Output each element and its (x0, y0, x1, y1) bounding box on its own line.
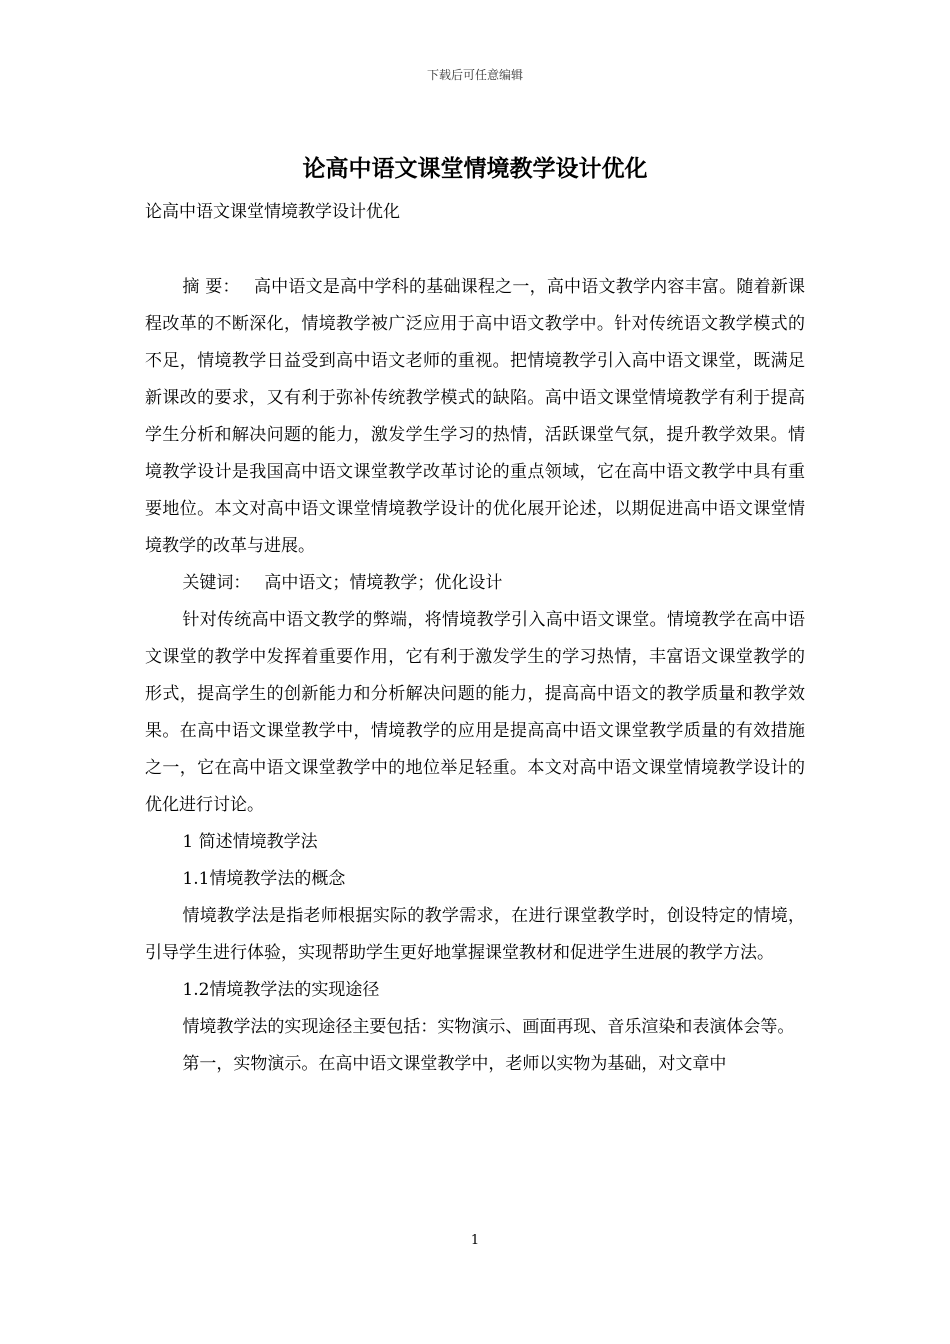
keywords-paragraph (145, 565, 805, 602)
document-title: 论高中语文课堂情境教学设计优化 (302, 155, 648, 182)
subsection-heading-1-1: 1.1情境教学法的概念 (182, 869, 346, 889)
section-heading-1: 1 简述情境教学法 (182, 832, 318, 852)
keywords-text: 高中语文；情境教学；优化设计 (264, 573, 503, 593)
subsection-heading-1-2: 1.2情境教学法的实现途径 (182, 980, 380, 1000)
keywords-label: 关键词： (182, 573, 251, 593)
header-note: 下载后可任意编辑 (426, 68, 523, 82)
subsection-text-1-1: 情境教学法是指老师根据实际的教学需求，在进行课堂教学时，创设特定的情境，引导学生进行体验，实现帮助学生更好地掌握课堂教材和促进学生进展的教学方法。 (145, 906, 805, 963)
abstract-label: 摘 要： (182, 277, 240, 297)
subsection-text-1-2-first: 第一，实物演示。在高中语文课堂教学中，老师以实物为基础，对文章中 (182, 1054, 727, 1074)
subsection-text-1-2: 情境教学法的实现途径主要包括：实物演示、画面再现、音乐渲染和表演体会等。 (182, 1017, 795, 1037)
document-subtitle: 论高中语文课堂情境教学设计优化 (145, 202, 400, 222)
page-number: 1 (470, 1233, 480, 1248)
abstract-paragraph (145, 269, 805, 565)
intro-paragraph: 针对传统高中语文教学的弊端，将情境教学引入高中语文课堂。情境教学在高中语文课堂的教学中发挥着重要作用，它有利于激发学生的学习热情，丰富语文课堂教学的形式，提高学生的创新能力和分析解决问题的能力，提高高中语文的教学质量和教学效果。在高中语文课堂教学中，情境教学的应用是提高高中语文课堂教学质量的有效措施之一，它在高中语文课堂教学中的地位举足轻重。本文对高中语文课堂情境教学设计的优化进行讨论。 (145, 610, 805, 815)
document-body (145, 269, 805, 1083)
abstract-text: 高中语文是高中学科的基础课程之一，高中语文教学内容丰富。随着新课程改革的不断深化，情境教学被广泛应用于高中语文教学中。针对传统语文教学模式的不足，情境教学日益受到高中语文老师的重视。把情境教学引入高中语文课堂，既满足新课改的要求，又有利于弥补传统教学模式的缺陷。高中语文课堂情境教学有利于提高学生分析和解决问题的能力，激发学生学习的热情，活跃课堂气氛，提升教学效果。情境教学设计是我国高中语文课堂教学改革讨论的重点领域，它在高中语文教学中具有重要地位。本文对高中语文课堂情境教学设计的优化展开论述，以期促进高中语文课堂情境教学的改革与进展。 (145, 277, 806, 556)
